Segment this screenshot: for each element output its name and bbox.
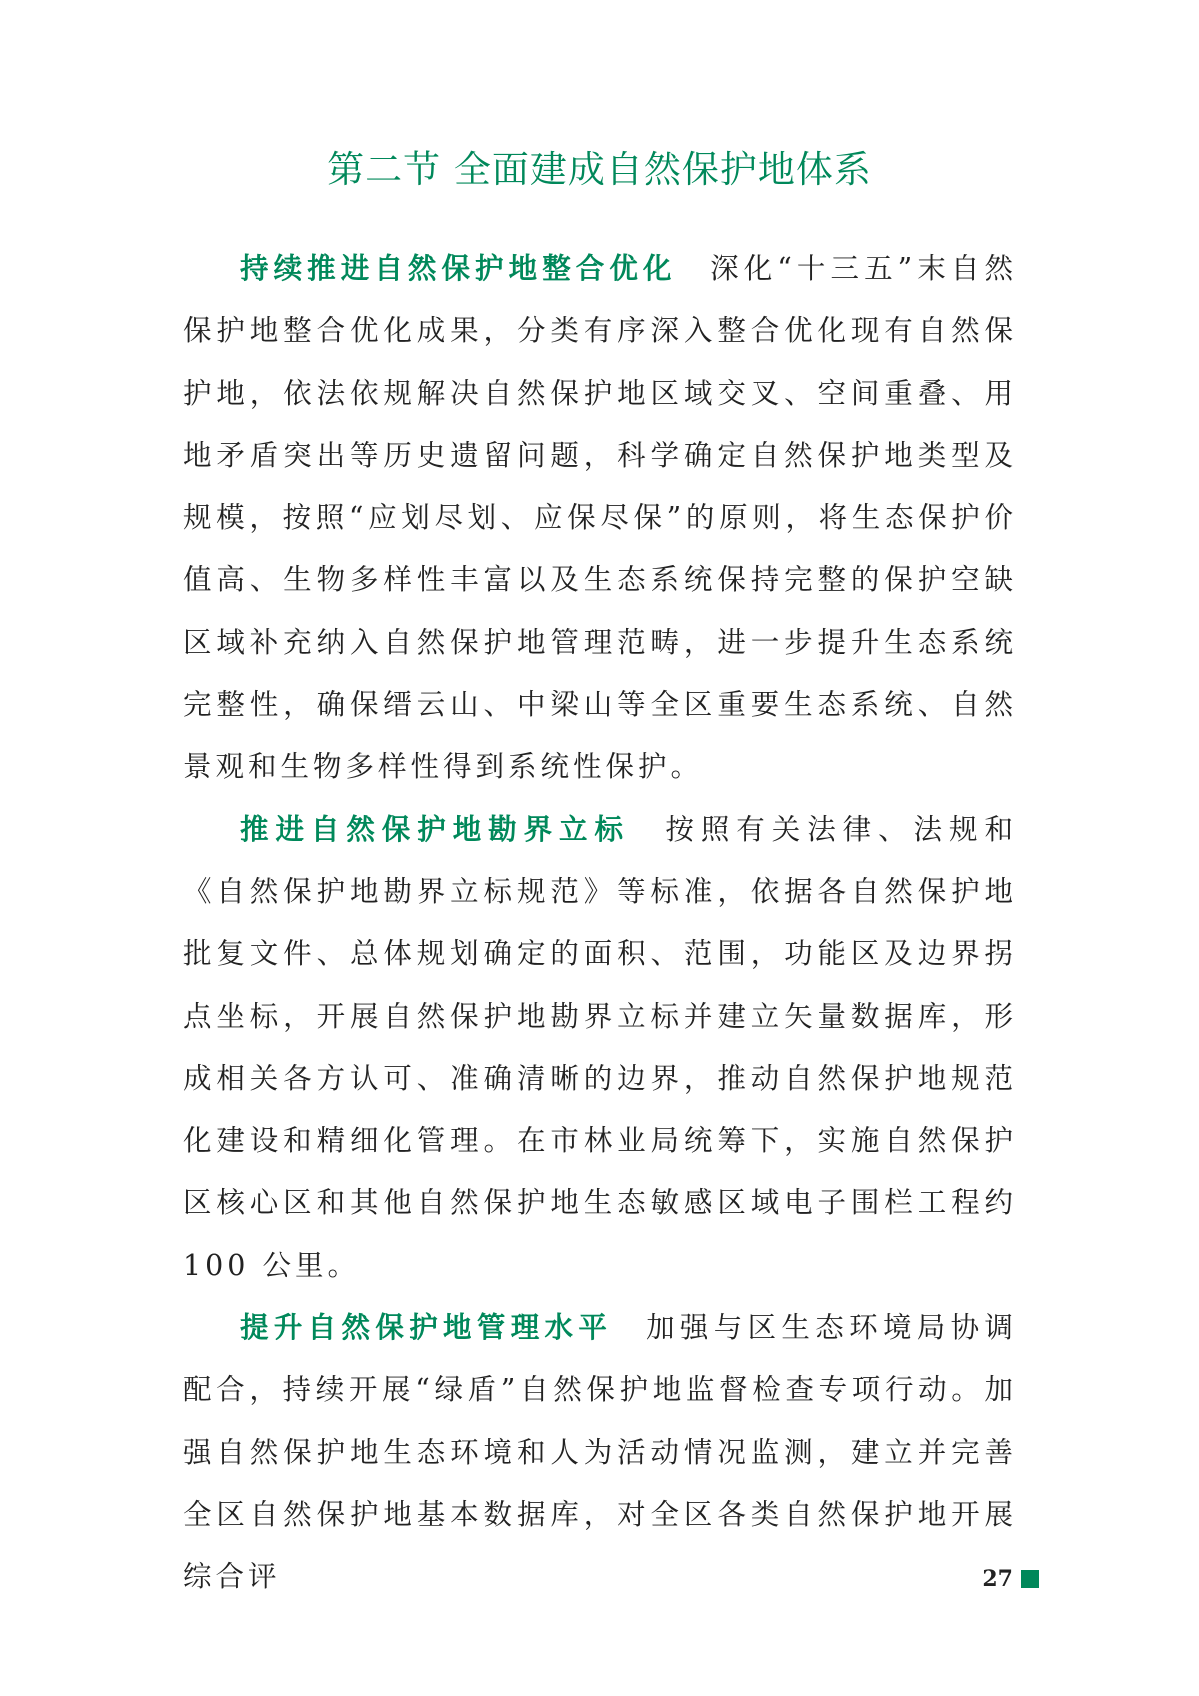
- page-footer: [982, 1566, 1039, 1592]
- paragraph-protected-area-integration: [183, 238, 1017, 799]
- paragraph-heading: 推进自然保护地勘界立标: [240, 812, 630, 846]
- page-title: 第二节 全面建成自然保护地体系: [327, 148, 872, 191]
- document-body: [183, 238, 1017, 1609]
- paragraph-text: 深化“十三五”末自然保护地整合优化成果，分类有序深入整合优化现有自然保护地，依法依规解决自然保护地区域交叉、空间重叠、用地矛盾突出等历史遗留问题，科学确定自然保护地类型及规模，按照“应划尽划、应保尽保”的原则，将生态保护价值高、生物多样性丰富以及生态系统保持完整的保护空缺区域补充纳入自然保护地管理范畴，进一步提升生态系统完整性，确保缙云山、中梁山等全区重要生态系统、自然景观和生物多样性得到系统性保护。: [183, 252, 1017, 784]
- paragraph-text: 按照有关法律、法规和《自然保护地勘界立标规范》等标准，依据各自然保护地批复文件、总体规划确定的面积、范围，功能区及边界拐点坐标，开展自然保护地勘界立标并建立矢量数据库，形成相关各方认可、准确清晰的边界，推动自然保护地规范化建设和精细化管理。在市林业局统筹下，实施自然保护区核心区和其他自然保护地生态敏感区域电子围栏工程约 100 公里。: [183, 812, 1017, 1282]
- page-number: 27: [982, 1566, 1013, 1592]
- paragraph-text: 加强与区生态环境局协调配合，持续开展“绿盾”自然保护地监督检查专项行动。加强自然保护地生态环境和人为活动情况监测，建立并完善全区自然保护地基本数据库，对全区各类自然保护地开展综合评: [183, 1311, 1017, 1594]
- paragraph-heading: 持续推进自然保护地整合优化: [240, 252, 677, 285]
- paragraph-heading: 提升自然保护地管理水平: [240, 1311, 613, 1345]
- paragraph-boundary-marking: [183, 799, 1017, 1297]
- paragraph-management-level: [183, 1297, 1017, 1608]
- page-marker-square-icon: [1021, 1570, 1039, 1588]
